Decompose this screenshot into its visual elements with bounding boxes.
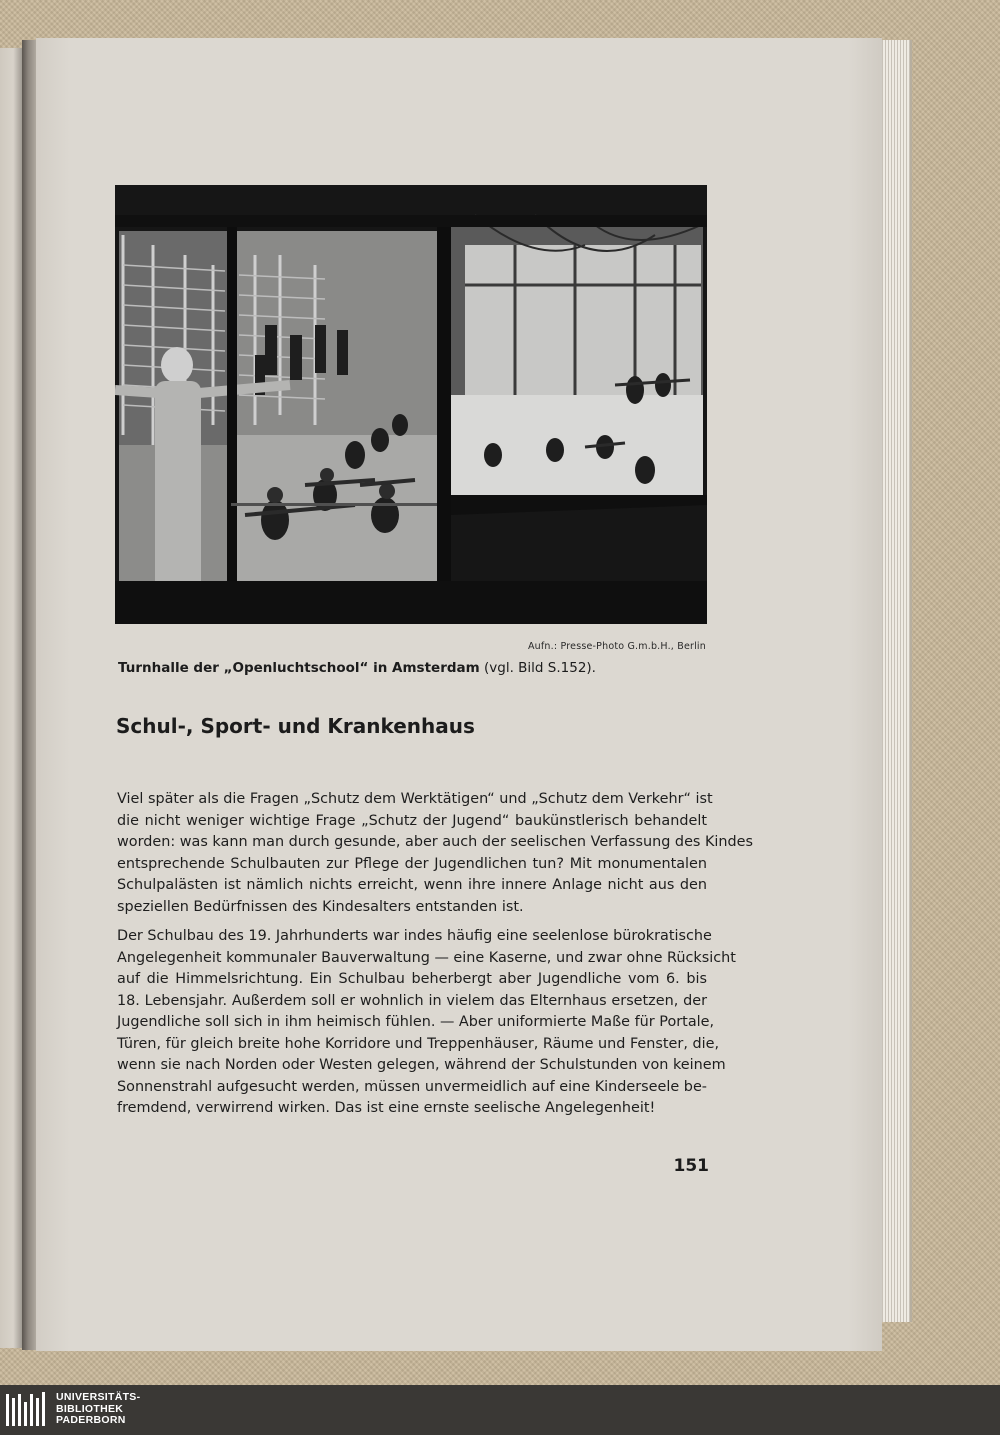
photo-credit: Aufn.: Presse-Photo G.m.b.H., Berlin xyxy=(527,641,706,652)
page-stack-edge xyxy=(880,40,912,1322)
text-line: auf die Himmelsrichtung. Ein Schulbau beherbergt aber Jugendliche vom 6. bis xyxy=(117,971,707,987)
library-name xyxy=(56,1392,140,1427)
text-line: Jugendliche soll sich in ihm heimisch fühlen. — Aber uniformierte Maße für Portale, xyxy=(117,1014,715,1030)
left-page-edge xyxy=(0,48,22,1348)
text-line: Türen, für gleich breite hohe Korridore und Treppenhäuser, Räume und Fenster, die, xyxy=(117,1035,720,1052)
library-logo-icon xyxy=(6,1392,50,1428)
text-line: Sonnenstrahl aufgesucht werden, müssen unvermeidlich auf eine Kinderseele be- xyxy=(117,1078,707,1095)
body-paragraph xyxy=(117,789,754,918)
text-line: wenn sie nach Norden oder Westen gelegen, während der Schulstunden von keinem xyxy=(117,1057,726,1073)
text-line: Schulpalästen ist nämlich nichts erreicht, wenn ihre innere Anlage nicht aus den xyxy=(117,877,707,893)
library-name-line: UNIVERSITÄTS- xyxy=(56,1391,141,1403)
photo-caption xyxy=(118,660,718,676)
text-line: die nicht weniger wichtige Frage „Schutz der Jugend“ baukünstlerisch behandelt xyxy=(117,812,707,829)
library-name-line: BIBLIOTHEK xyxy=(56,1402,124,1415)
book-page xyxy=(36,38,882,1351)
text-line: fremdend, verwirrend wirken. Das ist eine ernste seelische Angelegenheit! xyxy=(117,1100,656,1116)
text-line: Viel später als die Fragen „Schutz dem Werktätigen“ und „Schutz dem Verkehr“ ist xyxy=(117,791,713,807)
caption-title: Turnhalle der „Openluchtschool“ in Amsterdam xyxy=(118,660,480,676)
text-line: entsprechende Schulbauten zur Pflege der Jugendlichen tun? Mit monumentalen xyxy=(117,855,707,872)
gymnasium-photo xyxy=(115,185,707,624)
text-line: worden: was kann man durch gesunde, aber auch der seelischen Verfassung des Kindes xyxy=(117,834,754,850)
page-number: 151 xyxy=(673,1156,709,1176)
library-footer xyxy=(0,1385,1000,1435)
section-heading: Schul-, Sport- und Krankenhaus xyxy=(116,714,475,738)
text-line: Der Schulbau des 19. Jahrhunderts war indes häufig eine seelenlose bürokratische xyxy=(117,928,712,944)
caption-reference: (vgl. Bild S.152). xyxy=(479,660,596,676)
library-name-line: PADERBORN xyxy=(56,1414,126,1426)
text-line: speziellen Bedürfnissen des Kindesalters entstanden ist. xyxy=(117,898,524,915)
body-paragraph xyxy=(117,926,736,1120)
text-line: Angelegenheit kommunaler Bauverwaltung — eine Kaserne, und zwar ohne Rücksicht xyxy=(117,949,736,966)
text-line: 18. Lebensjahr. Außerdem soll er wohnlich in vielem das Elternhaus ersetzen, der xyxy=(117,992,707,1009)
